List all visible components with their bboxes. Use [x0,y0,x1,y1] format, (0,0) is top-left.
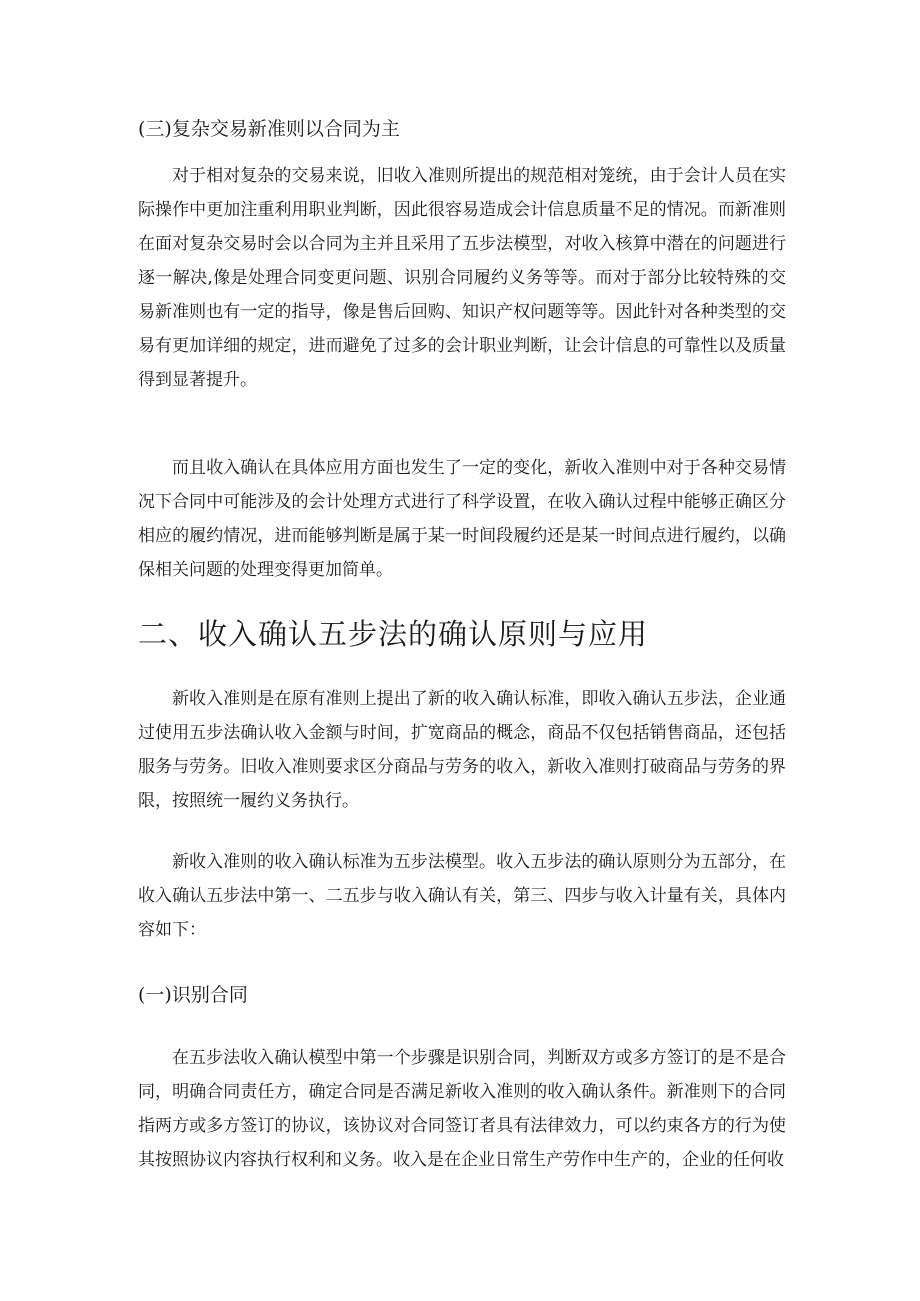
section-heading-five-step-method: 二、收入确认五步法的确认原则与应用 [138,617,649,651]
paragraph-identify-contract: 在五步法收入确认模型中第一个步骤是识别合同，判断双方或多方签订的是不是合同，明确合同责任方，确定合同是否满足新收入准则的收入确认条件。新准则下的合同指两方或多方签订的协议，该协议对合同签订者具有法律效力，可以约束各方的行为使其按照协议内容执行权利和义务。收入是在企业日常生产劳作中生产的，企业的任何收 [138,1048,786,1170]
paragraph-complex-transactions: 对于相对复杂的交易来说，旧收入准则所提出的规范相对笼统，由于会计人员在实际操作中更加注重利用职业判断，因此很容易造成会计信息质量不足的情况。而新准则在面对复杂交易时会以合同为主并且采用了五步法模型，对收入核算中潜在的问题进行逐一解决,像是处理合同变更问题、识别合同履约义务等等。而对于部分比较特殊的交易新准则也有一定的指导，像是售后回购、知识产权问题等等。因此针对各种类型的交易有更加详细的规定，进而避免了过多的会计职业判断，让会计信息的可靠性以及质量得到显著提升。 [138,166,786,390]
paragraph-five-step-model: 新收入准则的收入确认标准为五步法模型。收入五步法的确认原则分为五部分，在收入确认五步法中第一、二五步与收入确认有关，第三、四步与收入计量有关，具体内容如下： [138,852,786,940]
paragraph-application-changes: 而且收入确认在具体应用方面也发生了一定的变化，新收入准则中对于各种交易情况下合同中可能涉及的会计处理方式进行了科学设置，在收入确认过程中能够正确区分相应的履约情况，进而能够判断是属于某一时间段履约还是某一时间点进行履约，以确保相关问题的处理变得更加简单。 [138,458,786,580]
sub-heading-complex-transactions: (三)复杂交易新准则以合同为主 [138,118,400,140]
paragraph-new-standard-intro: 新收入准则是在原有准则上提出了新的收入确认标准，即收入确认五步法，企业通过使用五步法确认收入金额与时间，扩宽商品的概念，商品不仅包括销售商品，还包括服务与劳务。旧收入准则要求区分商品与劳务的收入，新收入准则打破商品与劳务的界限，按照统一履约义务执行。 [138,689,786,811]
sub-heading-identify-contract: (一)识别合同 [138,984,248,1006]
